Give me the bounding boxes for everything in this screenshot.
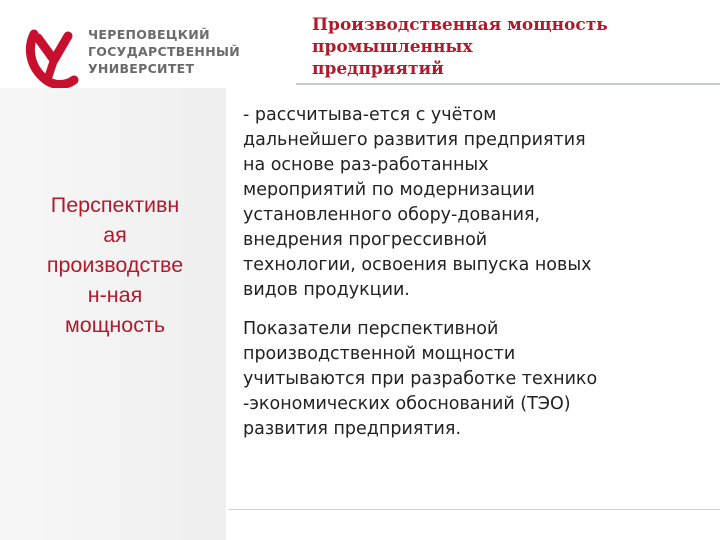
definition-line: на основе раз-работанных — [243, 155, 489, 175]
definition-paragraph — [243, 102, 713, 302]
term-line: н-ная — [87, 283, 143, 307]
indicators-paragraph — [243, 316, 713, 441]
slide-title-line: промышленных — [312, 37, 473, 57]
definition-line: установленного обору-дования, — [243, 205, 541, 225]
bottom-divider — [228, 509, 720, 510]
university-name — [88, 26, 240, 77]
indicators-line: развития предприятия. — [243, 419, 462, 439]
title-divider — [296, 83, 720, 85]
definition-line: дальнейшего развития предприятия — [243, 130, 586, 150]
university-name-line: УНИВЕРСИТЕТ — [88, 61, 195, 76]
term-heading — [12, 190, 218, 340]
definition-line: видов продукции. — [243, 280, 410, 300]
term-line: ая — [103, 223, 127, 247]
indicators-line: Показатели перспективной — [243, 319, 499, 339]
definition-line: технологии, освоения выпуска новых — [243, 255, 592, 275]
indicators-line: учитываются при разработке технико — [243, 369, 598, 389]
slide-title-line: Производственная мощность — [312, 15, 608, 35]
definition-line: - рассчитыва-ется с учётом — [243, 105, 497, 125]
slide-title-line: предприятий — [312, 59, 444, 79]
indicators-line: производственной мощности — [243, 344, 516, 364]
term-line: производстве — [46, 253, 184, 277]
definition-line: мероприятий по модернизации — [243, 180, 535, 200]
slide-title — [312, 14, 692, 80]
university-name-line: ГОСУДАРСТВЕННЫЙ — [88, 44, 240, 59]
university-name-line: ЧЕРЕПОВЕЦКИЙ — [88, 27, 210, 42]
definition-line: внедрения прогрессивной — [243, 230, 488, 250]
university-logo-icon — [24, 26, 94, 88]
indicators-line: -экономических обоснований (ТЭО) — [243, 394, 571, 414]
term-line: мощность — [64, 313, 166, 337]
term-line: Перспективн — [50, 193, 180, 217]
